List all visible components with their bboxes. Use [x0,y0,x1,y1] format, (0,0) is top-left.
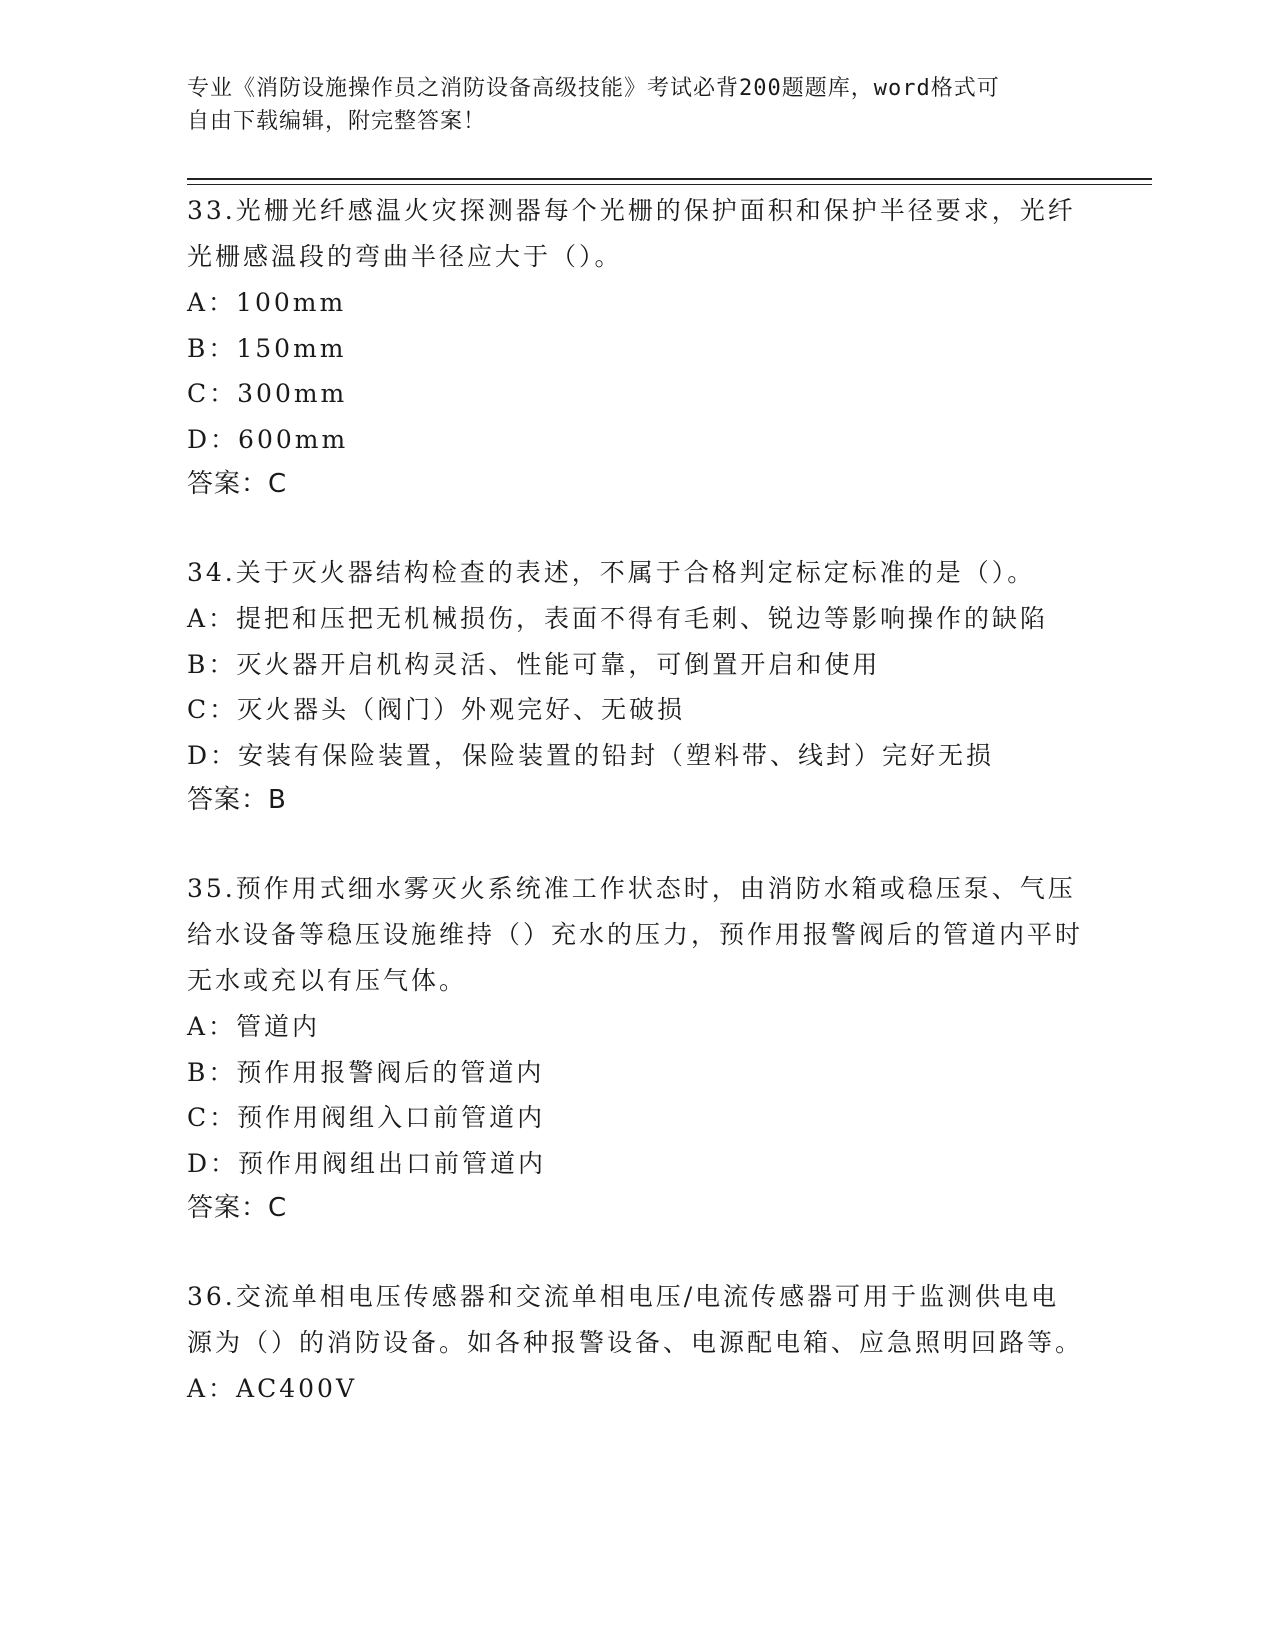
question-stem: 33.光栅光纤感温火灾探测器每个光栅的保护面积和保护半径要求，光纤光栅感温段的弯曲半径应大于（）。 [187,196,1076,271]
question-34 [187,550,1087,822]
header-divider-thick [187,178,1152,180]
option-list [187,280,1087,462]
option-a: A：100mm [187,288,347,317]
answer-line: 答案：B [187,785,287,815]
question-35 [187,866,1087,1230]
option-list [187,1366,1087,1412]
option-b: B：预作用报警阀后的管道内 [187,1057,545,1087]
question-33 [187,188,1087,506]
header-divider-thin [187,184,1152,185]
question-stem: 35.预作用式细水雾灭火系统准工作状态时，由消防水箱或稳压泵、气压给水设备等稳压设施维持（）充水的压力，预作用报警阀后的管道内平时无水或充以有压气体。 [187,874,1084,995]
option-d: D：安装有保险装置，保险装置的铅封（塑料带、线封）完好无损 [187,740,995,770]
header-line-2: 自由下载编辑，附完整答案！ [187,109,487,134]
option-c: C：灭火器头（阀门）外观完好、无破损 [187,695,686,724]
question-list [187,188,1087,1456]
option-d: D：预作用阀组出口前管道内 [187,1148,547,1178]
option-c: C：300mm [187,379,348,408]
option-b: B：150mm [187,333,347,363]
answer-line: 答案：C [187,1193,288,1223]
option-a: A：管道内 [187,1012,321,1041]
option-a: A：AC400V [187,1374,358,1403]
option-c: C：预作用阀组入口前管道内 [187,1103,546,1132]
option-a: A：提把和压把无机械损伤，表面不得有毛刺、锐边等影响操作的缺陷 [187,604,1049,633]
document-header [187,72,1067,138]
option-b: B：灭火器开启机构灵活、性能可靠，可倒置开启和使用 [187,649,881,679]
question-stem: 36.交流单相电压传感器和交流单相电压/电流传感器可用于监测供电电源为（）的消防设备。如各种报警设备、电源配电箱、应急照明回路等。 [187,1282,1084,1357]
option-list [187,1004,1087,1186]
answer-line: 答案：C [187,469,288,499]
option-d: D：600mm [187,424,349,454]
option-list [187,596,1087,778]
question-36 [187,1274,1087,1412]
header-line-1: 专业《消防设施操作员之消防设备高级技能》考试必背200题题库，word格式可 [187,76,1000,101]
question-stem: 34.关于灭火器结构检查的表述，不属于合格判定标定标准的是（）。 [187,558,1036,587]
